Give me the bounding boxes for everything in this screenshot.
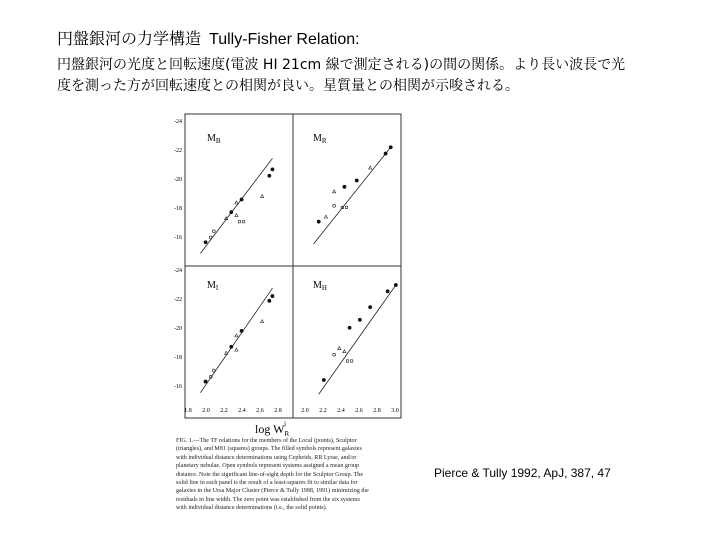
- x-tick-label: 2.2: [319, 408, 327, 414]
- data-point-square: [238, 220, 240, 222]
- caption-line: galaxies in the Ursa Major Cluster (Pierce & Tully 1988, 1991) minimizing the: [176, 488, 369, 495]
- y-tick-label: -24: [174, 119, 182, 125]
- data-point-filled: [268, 299, 271, 302]
- data-marks: [200, 146, 397, 395]
- x-tick-label: 2.4: [337, 408, 345, 414]
- data-point-filled: [394, 283, 397, 286]
- slide-title: [57, 26, 360, 49]
- x-tick-label: 2.6: [256, 408, 264, 414]
- citation: Pierce & Tully 1992, ApJ, 387, 47: [434, 466, 611, 480]
- x-axis-label: $\log W_Ri$: [255, 420, 290, 438]
- y-tick-label: -16: [174, 384, 182, 390]
- data-point-open: [209, 236, 212, 239]
- x-tick-label: 2.0: [301, 408, 309, 414]
- panel-label-mb: $M_B$: [207, 133, 221, 145]
- data-point-filled: [343, 185, 346, 188]
- panel-label-mh: $M_H$: [313, 280, 327, 292]
- data-point-triangle: [235, 201, 238, 204]
- data-point-filled: [386, 290, 389, 293]
- figure-caption: [176, 437, 408, 513]
- data-point-filled: [348, 326, 351, 329]
- data-point-filled: [355, 179, 358, 182]
- x-tick-label: 2.2: [220, 408, 228, 414]
- data-point-filled: [204, 241, 207, 244]
- data-point-square: [242, 220, 244, 222]
- x-tick-label: 2.4: [238, 408, 246, 414]
- y-tick-label: -18: [174, 355, 182, 361]
- y-tick-label: -16: [174, 235, 182, 241]
- caption-line: planetary nebulae. Open symbols represent systems assigned a mean group: [176, 463, 360, 470]
- data-point-open: [333, 353, 336, 356]
- caption-line: distance. Note the significant line-of-sight depth for the Sculptor Group. The: [176, 471, 364, 478]
- data-point-triangle: [261, 320, 264, 323]
- data-point-open: [212, 230, 215, 233]
- data-point-filled: [271, 168, 274, 171]
- data-point-triangle: [235, 348, 238, 351]
- y-tick-label: -20: [174, 326, 182, 332]
- data-point-square: [346, 360, 348, 362]
- x-tick-label: 2.6: [355, 408, 363, 414]
- slide-description: [57, 55, 697, 97]
- slide-title-en: Tully-Fisher Relation:: [209, 31, 360, 48]
- panel-label-mi: $M_I$: [207, 280, 219, 292]
- data-point-triangle: [343, 350, 346, 353]
- data-point-triangle: [235, 214, 238, 217]
- description-line: 度を測った方が回転速度との相関が良い。星質量との相関が示唆される。: [57, 78, 519, 94]
- data-point-triangle: [324, 215, 327, 218]
- data-point-open: [333, 204, 336, 207]
- data-point-triangle: [338, 347, 341, 350]
- y-tick-label: -24: [174, 268, 182, 274]
- caption-line: residuals in line width. The zero point was established from the six systems: [176, 496, 360, 503]
- panel-label-mr: $M_R$: [313, 133, 327, 145]
- caption-line: (triangles), and M81 (squares) groups. The filled symbols represent galaxies: [176, 446, 362, 453]
- data-point-square: [350, 360, 352, 362]
- data-point-triangle: [235, 334, 238, 337]
- tully-fisher-plot: [165, 108, 410, 438]
- data-point-filled: [322, 378, 325, 381]
- caption-line: solid line in each panel is the result of a least-squares fit to similar data for: [176, 480, 358, 487]
- x-tick-label: 2.0: [202, 408, 210, 414]
- y-tick-label: -18: [174, 206, 182, 212]
- data-point-filled: [230, 345, 233, 348]
- data-point-filled: [204, 380, 207, 383]
- data-point-filled: [389, 146, 392, 149]
- data-point-triangle: [261, 195, 264, 198]
- x-tick-label: 2.8: [274, 408, 282, 414]
- data-point-triangle: [225, 351, 228, 354]
- fit-line: [200, 288, 272, 392]
- fit-line: [314, 147, 391, 244]
- data-point-filled: [369, 306, 372, 309]
- slide-title-jp: 円盤銀河の力学構造: [57, 29, 202, 48]
- data-point-triangle: [369, 166, 372, 169]
- description-line: 円盤銀河の光度と回転速度(電波 HI 21cm 線で測定される)の間の関係。より長い波長で光: [57, 57, 626, 73]
- data-point-filled: [271, 294, 274, 297]
- caption-line: with individual distance determinations using Cepheids, RR Lyrae, and/or: [176, 454, 357, 461]
- caption-line: FIG. 1.—The TF relations for the members of the Local (points), Sculptor: [176, 438, 357, 444]
- data-point-filled: [268, 174, 271, 177]
- fit-line: [319, 285, 396, 394]
- data-point-square: [345, 206, 347, 208]
- x-tick-label: 3.0: [391, 408, 399, 414]
- data-point-triangle: [333, 190, 336, 193]
- data-point-open: [212, 369, 215, 372]
- data-point-filled: [240, 198, 243, 201]
- data-point-filled: [240, 329, 243, 332]
- caption-line: with individual distance determinations (i.e., the solid points).: [176, 505, 328, 512]
- data-point-filled: [317, 220, 320, 223]
- x-tick-label: 1.8: [184, 408, 192, 414]
- y-tick-label: -22: [174, 297, 182, 303]
- y-tick-label: -22: [174, 148, 182, 154]
- y-tick-label: -20: [174, 177, 182, 183]
- data-point-filled: [384, 152, 387, 155]
- x-tick-label: 2.8: [373, 408, 381, 414]
- data-point-filled: [230, 211, 233, 214]
- data-point-filled: [358, 318, 361, 321]
